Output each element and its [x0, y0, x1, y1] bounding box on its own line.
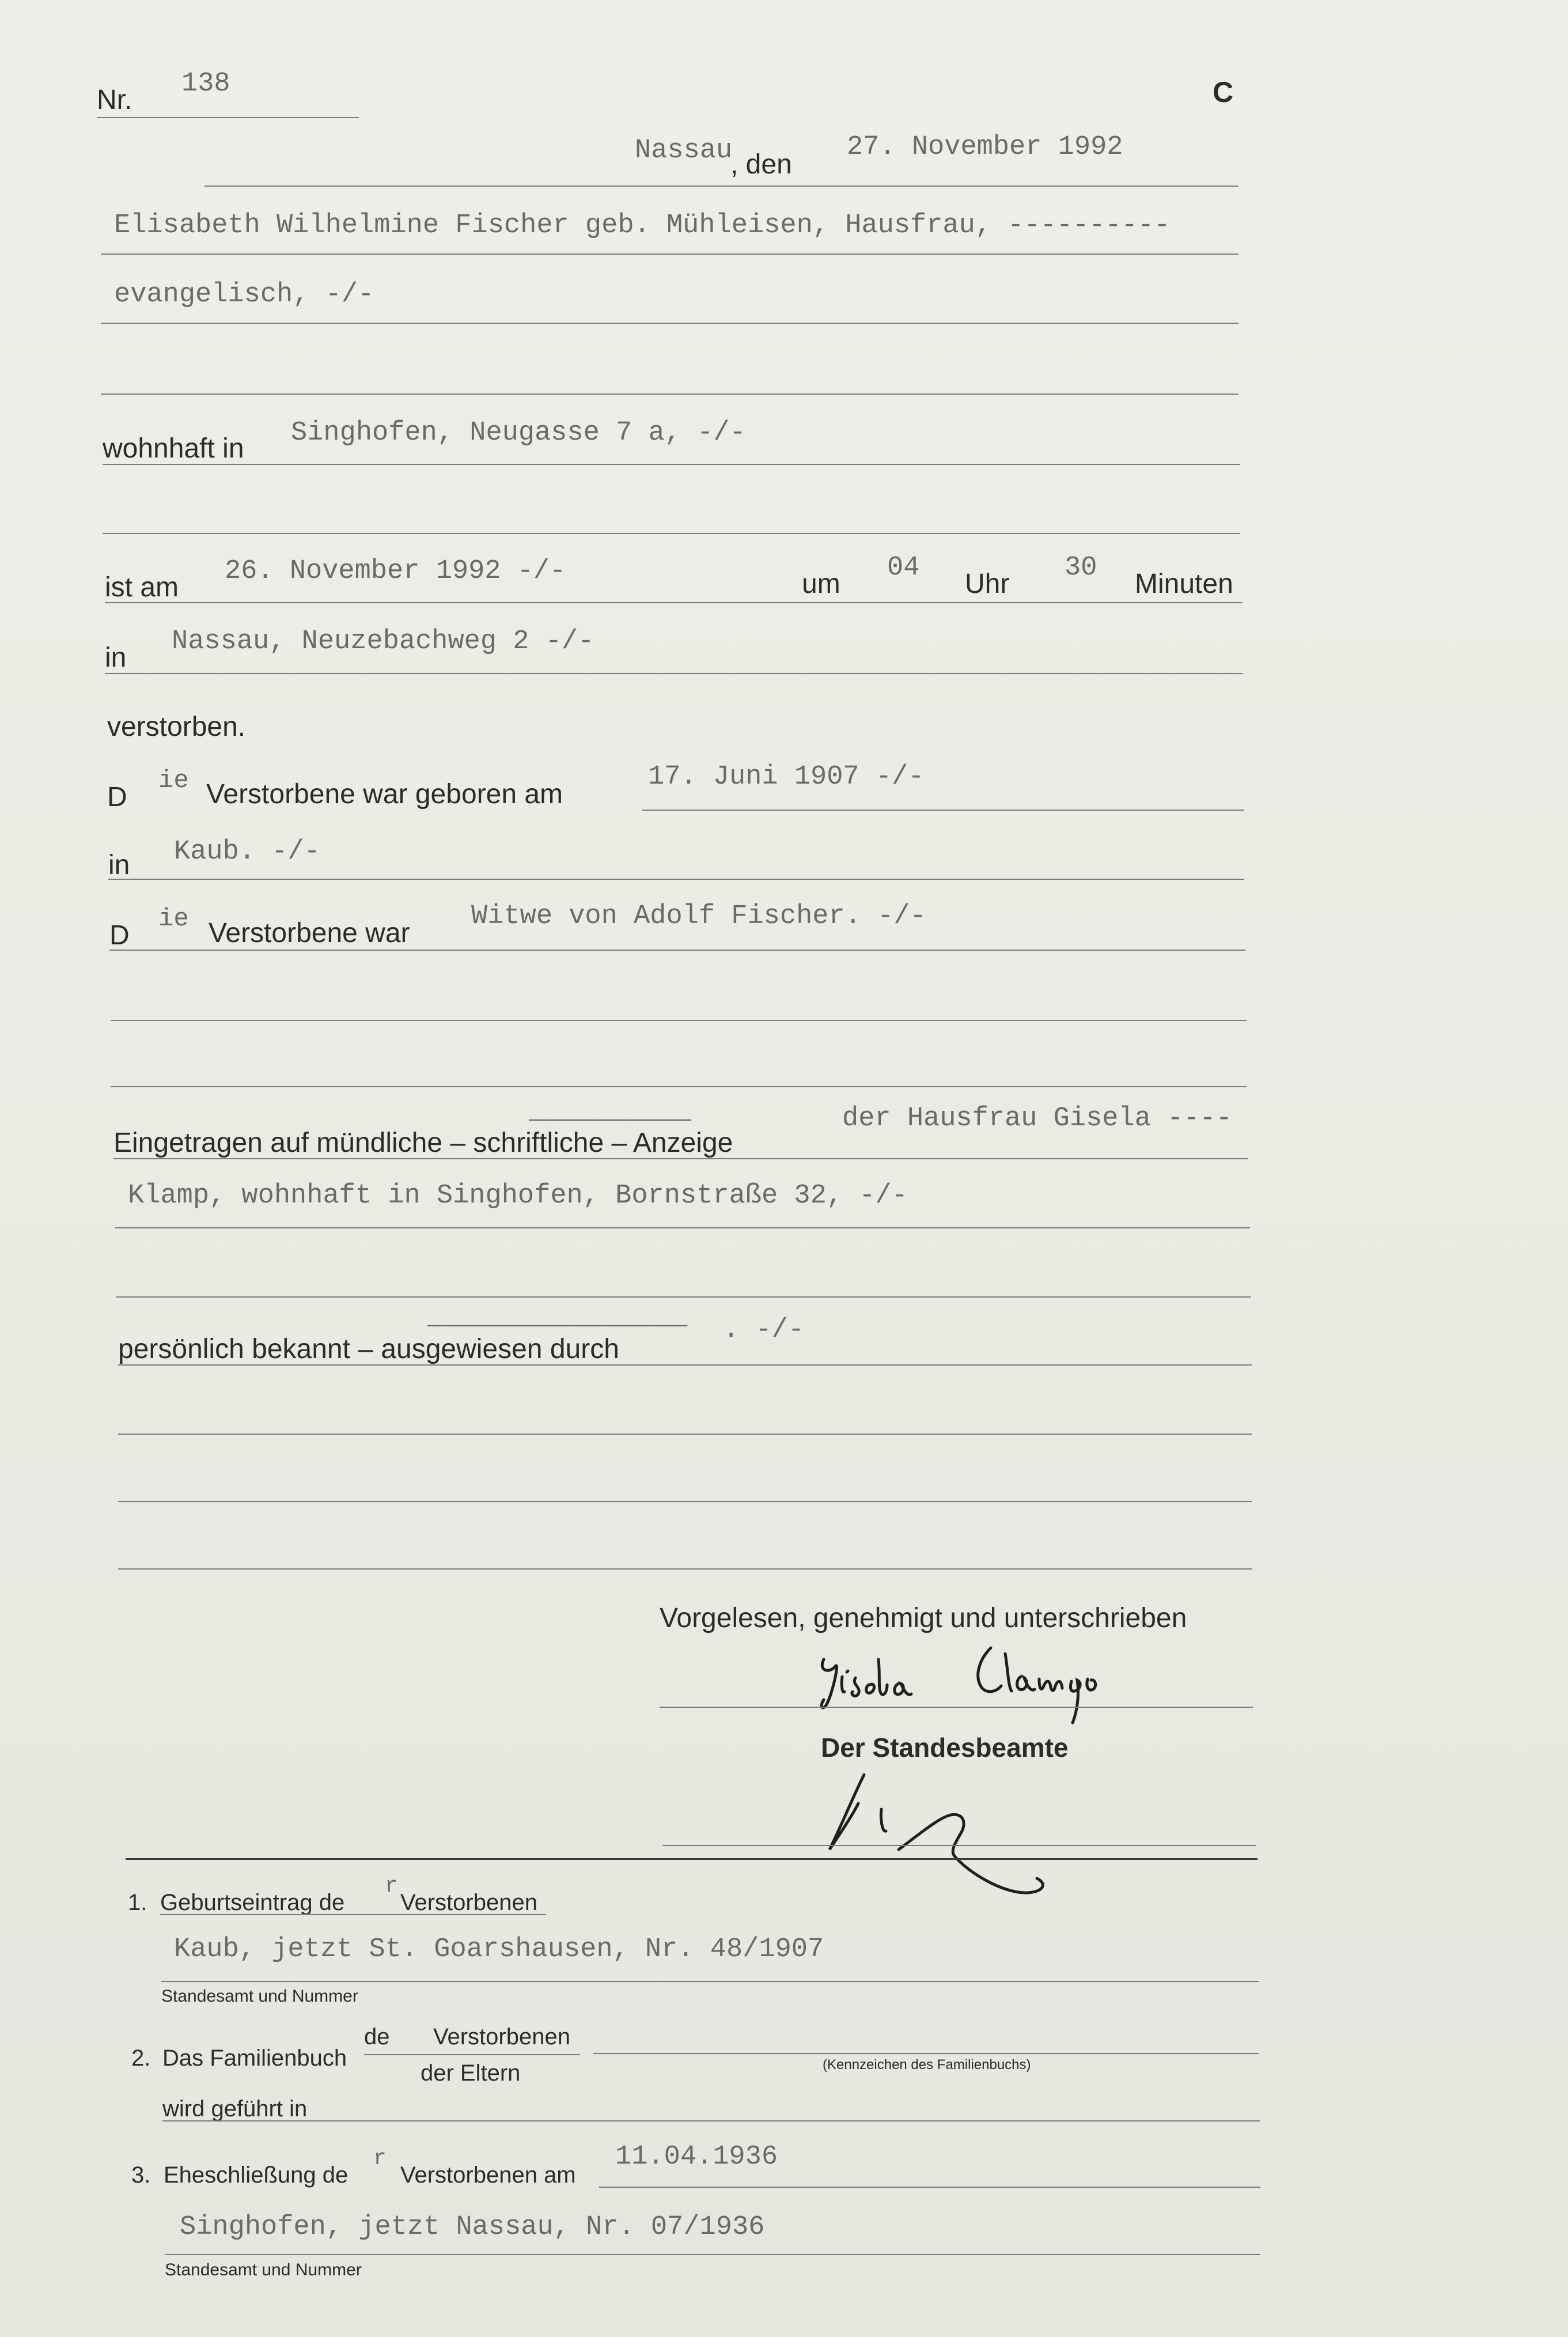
ist-am-label: ist am: [105, 572, 179, 603]
known-label: persönlich bekannt – ausgewiesen durch: [118, 1334, 619, 1364]
birth-place: Kaub. -/-: [174, 837, 320, 867]
informant-line-1: der Hausfrau Gisela ----: [842, 1103, 1232, 1134]
den-label: , den: [730, 149, 792, 180]
verstorben-label: verstorben.: [107, 712, 246, 742]
note2-option-parents: der Eltern: [421, 2060, 521, 2086]
blank-line-6: [118, 1434, 1252, 1435]
birth-place-underline: [108, 879, 1244, 880]
note3-label: Eheschließung de: [164, 2162, 349, 2188]
read-approved-label: Vorgelesen, genehmigt und unterschrieben: [660, 1603, 1187, 1633]
registration-strike: __________: [529, 1096, 692, 1126]
blank-line-8: [118, 1568, 1252, 1570]
note1-caption: Standesamt und Nummer: [161, 1987, 358, 2006]
residence-label: wohnhaft in: [103, 433, 244, 464]
note3-sup: r: [373, 2146, 387, 2171]
notes-separator: [126, 1858, 1258, 1860]
note2-label2: wird geführt in: [162, 2096, 308, 2122]
marital-status: Witwe von Adolf Fischer. -/-: [471, 901, 926, 932]
status-d-suffix: ie: [158, 905, 189, 933]
status-war-label: Verstorbene war: [209, 918, 410, 948]
note1-value-underline: [161, 1981, 1259, 1982]
record-number: 138: [181, 69, 230, 99]
death-minutes: 30: [1065, 553, 1097, 583]
registrar-signature-line: [662, 1845, 1256, 1846]
residence: Singhofen, Neugasse 7 a, -/-: [291, 418, 746, 448]
death-place-underline: [105, 673, 1243, 674]
informant-line-2: Klamp, wohnhaft in Singhofen, Bornstraße 32, -/-: [128, 1181, 908, 1211]
blank-line-3: [111, 1020, 1247, 1021]
uhr-label: Uhr: [965, 569, 1010, 599]
nr-underline: [97, 117, 359, 118]
form-letter: C: [1213, 76, 1234, 108]
blank-line-7: [118, 1501, 1252, 1502]
note2-de: de: [364, 2024, 390, 2049]
birth-d-label: D: [107, 782, 127, 812]
known-strike: ________________: [427, 1302, 688, 1332]
note1-number: 1.: [128, 1890, 147, 1915]
date-underline: [204, 186, 1239, 187]
death-date: 26. November 1992 -/-: [225, 556, 566, 587]
geboren-label: Verstorbene war geboren am: [206, 779, 563, 810]
informant-underline: [115, 1227, 1250, 1228]
um-label: um: [802, 569, 840, 599]
note2-book-line: [593, 2053, 1259, 2054]
blank-line-5: [116, 1296, 1251, 1298]
note3-value: Singhofen, jetzt Nassau, Nr. 07/1936: [180, 2212, 765, 2243]
record-date: 27. November 1992: [847, 132, 1123, 162]
name-underline: [101, 254, 1239, 255]
residence-underline: [103, 464, 1240, 465]
nr-label: Nr.: [97, 85, 132, 115]
note1-sup: r: [385, 1874, 398, 1899]
birth-date: 17. Juni 1907 -/-: [648, 762, 925, 792]
blank-line-2: [103, 533, 1240, 534]
note3-caption: Standesamt und Nummer: [165, 2260, 362, 2279]
note1-label2: Verstorbenen: [400, 1890, 537, 1915]
place-of-record: Nassau: [635, 135, 733, 166]
note1-label: Geburtseintrag de: [160, 1890, 345, 1915]
note3-value-underline: [165, 2254, 1260, 2255]
status-d-label: D: [109, 920, 130, 951]
registration-label: Eingetragen auf mündliche – schriftliche – Anzeige: [113, 1128, 733, 1158]
informant-signature: [806, 1636, 1164, 1734]
birth-in-label: in: [108, 850, 130, 880]
informant-signature-line: [660, 1707, 1253, 1708]
note2-label: Das Familienbuch: [162, 2045, 347, 2071]
note1-label-underline: [160, 1914, 546, 1915]
birth-date-underline: [642, 810, 1244, 811]
note3-number: 3.: [131, 2162, 151, 2188]
death-hour: 04: [887, 553, 920, 583]
birth-d-suffix: ie: [158, 766, 189, 795]
note2-location-underline: [162, 2120, 1260, 2122]
religion: evangelisch, -/-: [114, 279, 374, 310]
note1-value: Kaub, jetzt St. Goarshausen, Nr. 48/1907: [174, 1934, 824, 1965]
registration-underline: [113, 1158, 1248, 1159]
blank-line-4: [111, 1086, 1247, 1087]
note2-number: 2.: [131, 2045, 151, 2071]
note2-caption: (Kennzeichen des Familienbuchs): [823, 2057, 1031, 2073]
known-underline: [118, 1364, 1252, 1366]
note3-date-underline: [599, 2187, 1260, 2188]
blank-line-1: [101, 394, 1239, 395]
religion-underline: [101, 323, 1239, 324]
status-underline: [109, 950, 1245, 951]
registrar-label: Der Standesbeamte: [821, 1733, 1069, 1763]
marriage-date: 11.04.1936: [615, 2142, 778, 2172]
death-date-underline: [105, 602, 1243, 603]
deceased-name-line: Elisabeth Wilhelmine Fischer geb. Mühleisen, Hausfrau, ----------: [114, 210, 1171, 241]
death-in-label: in: [105, 642, 127, 673]
note2-option-divider: [364, 2054, 580, 2055]
note3-label2: Verstorbenen am: [400, 2162, 576, 2188]
registrar-signature: [818, 1763, 1118, 1901]
minuten-label: Minuten: [1135, 569, 1233, 599]
known-value: . -/-: [723, 1315, 805, 1345]
death-place: Nassau, Neuzebachweg 2 -/-: [172, 626, 594, 657]
note2-option-deceased: Verstorbenen: [433, 2024, 570, 2049]
